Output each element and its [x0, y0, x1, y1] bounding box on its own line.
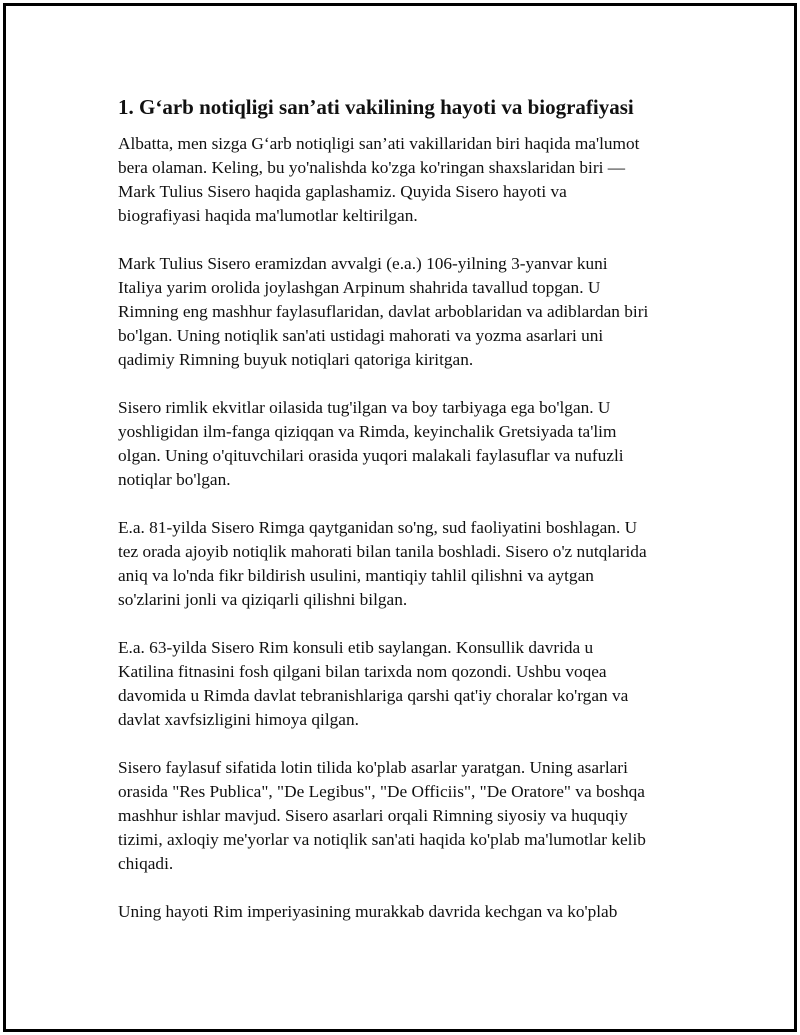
paragraph-birth: [118, 252, 693, 372]
paragraph-career: [118, 516, 693, 612]
paragraph-line: notiqlar bo'lgan.: [118, 470, 231, 489]
paragraph-line: E.a. 63-yilda Sisero Rim konsuli etib saylangan. Konsullik davrida u: [118, 638, 594, 657]
paragraph-line: davomida u Rimda davlat tebranishlariga qarshi qat'iy choralar ko'rgan va: [118, 686, 629, 705]
paragraph-line: davlat xavfsizligini himoya qilgan.: [118, 710, 359, 729]
paragraph-line: Mark Tulius Sisero haqida gaplashamiz. Quyida Sisero hayoti va: [118, 182, 567, 201]
paragraph-line: olgan. Uning o'qituvchilari orasida yuqori malakali faylasuflar va nufuzli: [118, 446, 624, 465]
paragraph-line: Mark Tulius Sisero eramizdan avvalgi (e.a.) 106-yilning 3-yanvar kuni: [118, 254, 608, 273]
paragraph-line: chiqadi.: [118, 854, 174, 873]
paragraph-line: so'zlarini jonli va qiziqarli qilishni bilgan.: [118, 590, 408, 609]
document-body: [118, 92, 693, 948]
paragraph-upbringing: [118, 396, 693, 492]
paragraph-line: aniq va lo'nda fikr bildirish usulini, mantiqiy tahlil qilishni va aytgan: [118, 566, 594, 585]
paragraph-line: bera olaman. Keling, bu yo'nalishda ko'zga ko'ringan shaxslaridan biri —: [118, 158, 626, 177]
paragraph-line: Uning hayoti Rim imperiyasining murakkab davrida kechgan va ko'plab: [118, 902, 618, 921]
paragraph-line: orasida "Res Publica", "De Legibus", "De Officiis", "De Oratore" va boshqa: [118, 782, 645, 801]
paragraph-consulship: [118, 636, 693, 732]
paragraph-line: yoshligidan ilm-fanga qiziqqan va Rimda, keyinchalik Gretsiyada ta'lim: [118, 422, 617, 441]
paragraph-later-life: [118, 900, 693, 924]
paragraph-line: E.a. 81-yilda Sisero Rimga qaytganidan so'ng, sud faoliyatini boshlagan. U: [118, 518, 638, 537]
paragraph-line: bo'lgan. Uning notiqlik san'ati ustidagi mahorati va yozma asarlari uni: [118, 326, 604, 345]
paragraph-line: mashhur ishlar mavjud. Sisero asarlari orqali Rimning siyosiy va huquqiy: [118, 806, 628, 825]
paragraph-line: Albatta, men sizga G‘arb notiqligi san’ati vakillaridan biri haqida ma'lumot: [118, 134, 640, 153]
paragraph-line: tez orada ajoyib notiqlik mahorati bilan tanila boshladi. Sisero o'z nutqlarida: [118, 542, 647, 561]
paragraph-works: [118, 756, 693, 876]
paragraph-intro: [118, 132, 693, 228]
paragraph-line: Sisero faylasuf sifatida lotin tilida ko'plab asarlar yaratgan. Uning asarlari: [118, 758, 628, 777]
paragraph-line: Rimning eng mashhur faylasuflaridan, davlat arboblaridan va adiblardan biri: [118, 302, 649, 321]
paragraph-line: Sisero rimlik ekvitlar oilasida tug'ilgan va boy tarbiyaga ega bo'lgan. U: [118, 398, 611, 417]
paragraph-line: Italiya yarim orolida joylashgan Arpinum shahrida tavallud topgan. U: [118, 278, 601, 297]
document-title: 1. G‘arb notiqligi san’ati vakilining hayoti va biografiyasi: [118, 95, 634, 119]
paragraph-line: tizimi, axloqiy me'yorlar va notiqlik san'ati haqida ko'plab ma'lumotlar kelib: [118, 830, 646, 849]
paragraph-line: Katilina fitnasini fosh qilgani bilan tarixda nom qozondi. Ushbu voqea: [118, 662, 607, 681]
paragraph-line: qadimiy Rimning buyuk notiqlari qatoriga kiritgan.: [118, 350, 474, 369]
paragraph-line: biografiyasi haqida ma'lumotlar keltirilgan.: [118, 206, 418, 225]
